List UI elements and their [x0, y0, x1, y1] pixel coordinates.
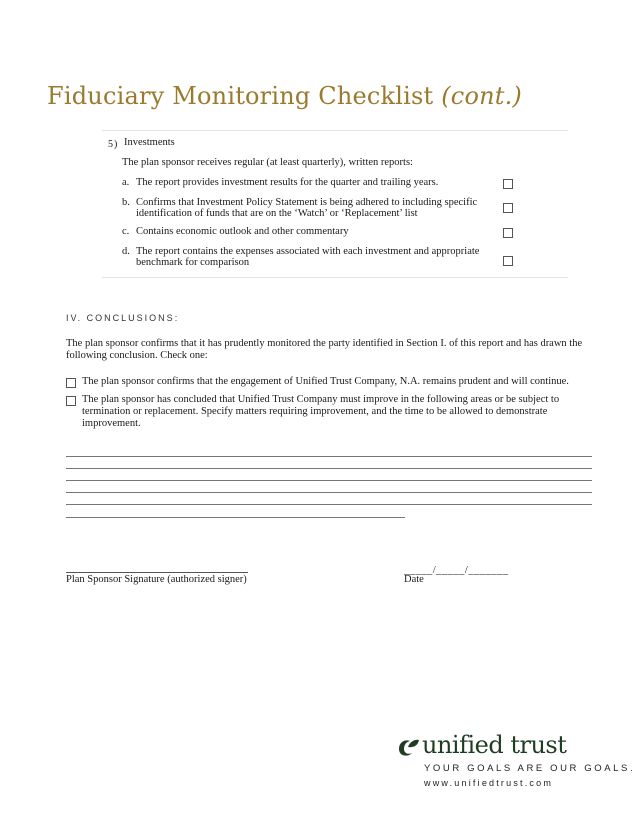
improvement-line-1[interactable]	[66, 456, 592, 457]
conclusions-heading: IV. CONCLUSIONS:	[66, 313, 180, 323]
item-text: The report provides investment results for the quarter and trailing years.	[136, 177, 439, 188]
leaf-logo-icon	[396, 735, 420, 759]
item-text: The report contains the expenses associated with each investment and appropriate benchmark for comparison	[136, 246, 480, 268]
signature-label: Plan Sponsor Signature (authorized signer)	[66, 574, 247, 585]
checkbox-item-c[interactable]	[503, 228, 513, 238]
page-title	[47, 82, 522, 110]
checkbox-item-a[interactable]	[503, 179, 513, 189]
unified-trust-logo	[396, 731, 636, 795]
improvement-line-5[interactable]	[66, 504, 592, 505]
item-text: Confirms that Investment Policy Statement is being adhered to including specific identification of funds that are on the ‘Watch’ or ‘Replacement’ list	[136, 197, 478, 219]
website-url: www.unifiedtrust.com	[424, 778, 554, 788]
item-letter: a.	[122, 177, 130, 188]
checkbox-item-b[interactable]	[503, 203, 513, 213]
date-field[interactable]: _____/_____/_______	[404, 565, 509, 576]
brand-name: unified trust	[422, 731, 567, 759]
section-intro: The plan sponsor receives regular (at least quarterly), written reports:	[122, 157, 413, 168]
signature-line[interactable]	[66, 572, 248, 573]
item-letter: b.	[122, 197, 130, 208]
improvement-line-3[interactable]	[66, 480, 592, 481]
investments-section	[102, 130, 568, 278]
item-letter: c.	[122, 226, 130, 237]
improvement-line-4[interactable]	[66, 492, 592, 493]
option-improve: The plan sponsor has concluded that Unified Trust Company must improve in the following areas or be subject to termination or replacement. Specify matters requiring improvement, and the time to be allowed to demonstrate improvement.	[82, 394, 560, 429]
checkbox-item-d[interactable]	[503, 256, 513, 266]
brand-tagline: YOUR GOALS ARE OUR GOALS.	[424, 763, 636, 774]
section-name: Investments	[124, 137, 175, 148]
improvement-line-6[interactable]	[66, 517, 405, 518]
option-continue: The plan sponsor confirms that the engagement of Unified Trust Company, N.A. remains prudent and will continue.	[82, 376, 569, 387]
item-text: Contains economic outlook and other commentary	[136, 226, 349, 237]
page-title-cont: (cont.)	[441, 82, 522, 110]
checkbox-improve[interactable]	[66, 396, 76, 406]
improvement-line-2[interactable]	[66, 468, 592, 469]
page-title-main: Fiduciary Monitoring Checklist	[47, 82, 442, 110]
conclusions-intro: The plan sponsor confirms that it has prudently monitored the party identified in Section I. of this report and has drawn the following conclusion. Check one:	[66, 338, 583, 361]
item-letter: d.	[122, 246, 130, 257]
section-number: 5)	[108, 139, 119, 150]
checkbox-continue[interactable]	[66, 378, 76, 388]
date-label: Date	[404, 574, 424, 585]
